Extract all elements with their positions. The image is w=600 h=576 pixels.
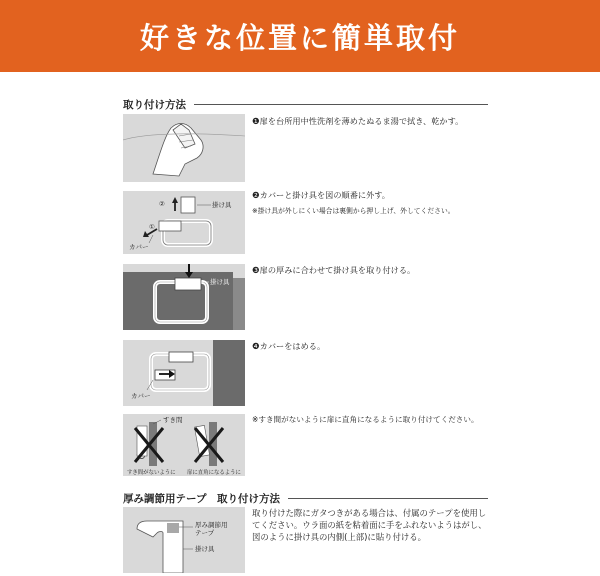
heading-rule: [194, 104, 488, 105]
caution-label-2: 扉に直角になるように: [187, 470, 241, 476]
install-section-heading: [123, 97, 488, 112]
step2-number: ❷: [252, 191, 260, 201]
heading-rule: [288, 498, 488, 499]
title-banner: [0, 0, 600, 72]
tape-heading-label: 厚み調節用テープ 取り付け方法: [123, 493, 280, 505]
caution-illustration: [123, 414, 245, 476]
step3-text: [252, 265, 492, 278]
step4-number: ❹: [252, 342, 260, 352]
tape-label-line2: テープ: [195, 529, 215, 537]
banner-title: 好きな位置に簡単取付: [139, 20, 460, 55]
tape-section-heading: [123, 491, 488, 506]
step1-text: [252, 116, 492, 129]
step4-text: [252, 341, 492, 354]
tape-label-line1: 厚み調節用: [195, 521, 228, 529]
step4-illustration: [123, 340, 245, 406]
tape-hook-label: 掛け具: [195, 545, 215, 553]
install-heading-label: 取り付け方法: [123, 99, 186, 111]
step3-instruction: 扉の厚みに合わせて掛け具を取り付ける。: [259, 265, 416, 275]
step2-instruction: カバーと掛け具を図の順番に外す。: [259, 190, 390, 200]
step4-instruction: カバーをはめる。: [259, 341, 326, 351]
step2-cover-label: カバー: [129, 243, 149, 251]
caution-text: [252, 414, 492, 426]
step1-illustration: [123, 114, 245, 182]
tape-instruction: 取り付けた際にガタつきがある場合は、付属のテープを使用してください。ウラ面の紙を粘着面に手をふれないようはがし、図のように掛け具の内側(上部)に貼り付ける。: [252, 508, 487, 542]
step2-illustration: [123, 191, 245, 254]
step2-text: [252, 190, 492, 216]
step3-illustration: [123, 264, 245, 330]
caution-label-1: すき間がないように: [127, 470, 176, 476]
step2-mark-1: ①: [149, 223, 155, 231]
step2-hook-label: 掛け具: [212, 201, 232, 209]
caution-instruction: ※すき間がないように扉に直角になるように取り付けてください。: [252, 415, 479, 424]
step1-instruction: 扉を台所用中性洗剤を薄めたぬるま湯で拭き、乾かす。: [259, 116, 464, 126]
step2-note: ※掛け具が外しにくい場合は裏側から押し上げ、外してください。: [252, 206, 455, 215]
step3-number: ❸: [252, 266, 260, 276]
step4-cover-label: カバー: [131, 392, 151, 400]
step2-mark-2: ②: [159, 200, 165, 208]
step1-number: ❶: [252, 117, 260, 127]
caution-gap-label: すき間: [163, 416, 183, 424]
step3-hook-label: 掛け具: [210, 278, 230, 286]
tape-illustration: [123, 507, 245, 573]
